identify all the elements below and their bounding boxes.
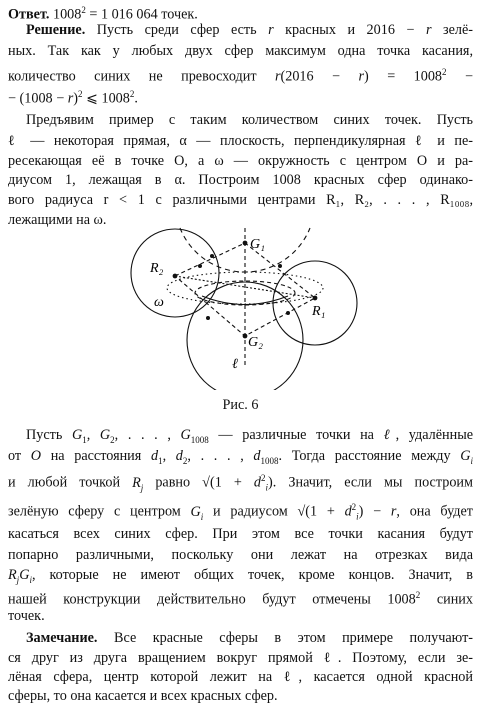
text-line: количество синих не превосходит $r(2016 - r) = 1008^2$ − <box>8 67 473 85</box>
solution-line-1: Решение. Пусть среди сфер есть r красных и 2016 − r зелё- <box>26 22 473 38</box>
text-line: точек. <box>8 608 45 624</box>
text-line: диусом 1, лежащая в α. Построим 1008 красных сфер одинако- <box>8 172 473 188</box>
text-line: − $(1008 - r)^2$ ⩽ 1008$^2$. <box>8 89 138 107</box>
label-g2: G₂ <box>248 335 263 350</box>
text-line: ℓ — некоторая прямая, α — плоскость, перпендикулярная ℓ и пе- <box>8 133 473 149</box>
figure-caption: Рис. 6 <box>222 397 259 413</box>
text-line: ся друг из друга вращением вокруг прямой ℓ. Поэтому, если зе- <box>8 650 473 666</box>
text-line: зелёную сферу с центром $G_i$ и радиусом $√(1 + d^2_i) - r$, она будет <box>8 502 474 522</box>
text-line: ресекающая её в точке O, а ω — окружность с центром O и ра- <box>8 153 473 169</box>
text-line: сферы, то она касается и всех красных сфер. <box>8 688 278 704</box>
text-line: от O на расстояния $d_1$, $d_2$, . . . , $d_{1008}$. Тогда расстояние между $G_i$ <box>8 448 474 466</box>
text-line: и любой точкой $R_j$ равно $√(1 + d^2_i)$. Значит, если мы построим <box>8 473 473 493</box>
label-r1: R₁ <box>312 304 326 319</box>
sphere-r2 <box>131 229 219 317</box>
figure-rис-6 <box>120 218 370 390</box>
label-r2: R₂ <box>150 261 164 276</box>
text-line: попарно различными, поскольку они лежат на отрезках вида <box>8 547 473 563</box>
remark-line: Замечание. Все красные сферы в этом примере получают- <box>26 630 473 646</box>
text-line: нашей конструкции действительно будут отмечены 1008$^2$ синих <box>8 590 473 608</box>
label-omega: ω <box>154 295 164 310</box>
text-line: лежащими на ω. <box>8 212 107 228</box>
answer-line: Ответ. $1008^2 = 1$ 016 064 точек. <box>8 5 198 23</box>
text-line: лёная сфера, центр которой лежит на ℓ, касается одной красной <box>8 669 473 685</box>
text-line: вого радиуса r < 1 с различными центрами R₁, R₂, . . . , R₁₀₀₈, <box>8 192 473 208</box>
text-line: касаться всех синих сфер. При этом все точки касания будут <box>8 526 473 542</box>
text-line: Предъявим пример с таким количеством синих точек. Пусть <box>26 112 473 128</box>
text-line: Пусть $G_1$, $G_2$, . . . , $G_{1008}$ — различные точки на ℓ, удалённые <box>26 427 474 445</box>
label-g1: G₁ <box>250 237 265 252</box>
label-ell: ℓ <box>232 357 238 372</box>
sphere-r1 <box>273 261 357 345</box>
text-line: ных. Так как у любых двух сфер максимум одна точка касания, <box>8 43 473 59</box>
text-line: $R_jG_i$, которые не имеют общих точек, кроме концов. Значит, в <box>8 567 473 585</box>
